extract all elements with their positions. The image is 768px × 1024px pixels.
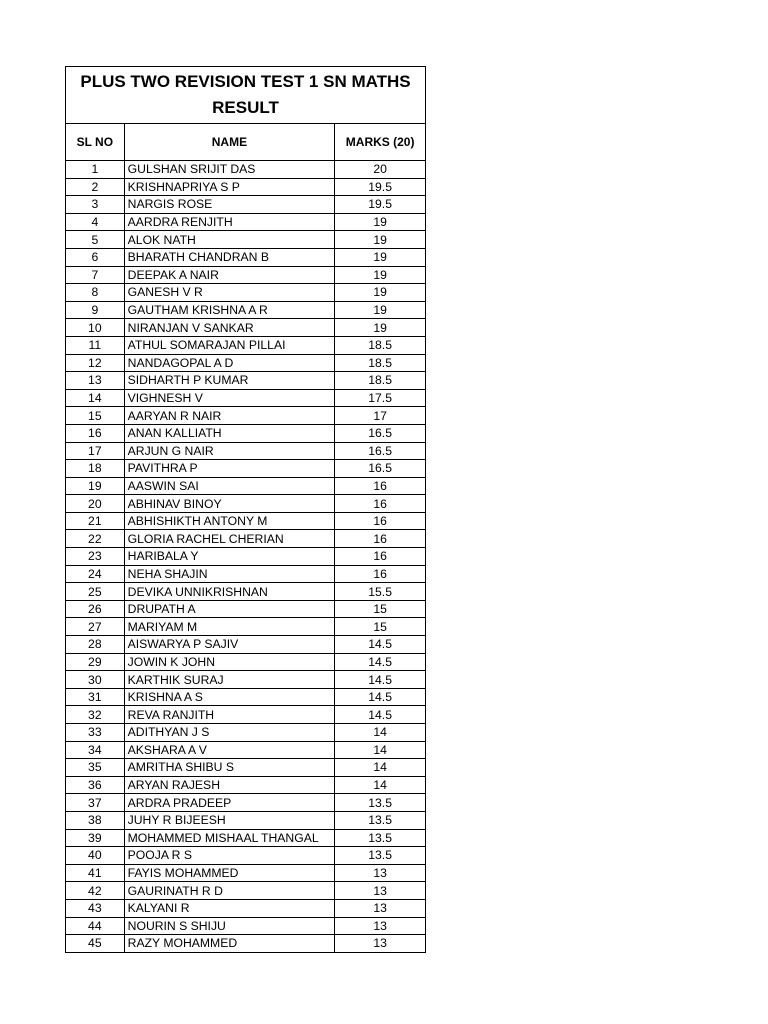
row-sl-no: 27 (66, 618, 124, 636)
row-sl-no: 15 (66, 407, 124, 425)
row-sl-no: 44 (66, 917, 124, 935)
table-row (66, 759, 425, 777)
row-marks: 13 (335, 899, 425, 917)
row-sl-no: 43 (66, 899, 124, 917)
table-row (66, 389, 425, 407)
row-sl-no: 37 (66, 794, 124, 812)
row-marks: 16 (335, 477, 425, 495)
row-name: ABHISHIKTH ANTONY M (124, 512, 335, 530)
row-sl-no: 31 (66, 688, 124, 706)
row-sl-no: 3 (66, 196, 124, 214)
row-marks: 15 (335, 618, 425, 636)
row-sl-no: 26 (66, 600, 124, 618)
row-name: ANAN KALLIATH (124, 424, 335, 442)
row-marks: 13.5 (335, 829, 425, 847)
header-row (66, 124, 425, 161)
row-name: DEVIKA UNNIKRISHNAN (124, 583, 335, 601)
row-sl-no: 21 (66, 512, 124, 530)
table-row (66, 882, 425, 900)
table-row (66, 565, 425, 583)
row-marks: 14 (335, 724, 425, 742)
row-marks: 13 (335, 882, 425, 900)
table-row (66, 248, 425, 266)
header-name: NAME (124, 124, 335, 161)
table-row (66, 407, 425, 425)
row-name: KALYANI R (124, 899, 335, 917)
row-name: GAUTHAM KRISHNA A R (124, 301, 335, 319)
row-sl-no: 28 (66, 636, 124, 654)
row-sl-no: 11 (66, 336, 124, 354)
row-marks: 13.5 (335, 847, 425, 865)
row-name: KRISHNAPRIYA S P (124, 178, 335, 196)
table-row (66, 495, 425, 513)
row-name: POOJA R S (124, 847, 335, 865)
row-marks: 16.5 (335, 460, 425, 478)
row-sl-no: 40 (66, 847, 124, 865)
table-row (66, 530, 425, 548)
row-name: KRISHNA A S (124, 688, 335, 706)
row-name: ABHINAV BINOY (124, 495, 335, 513)
row-sl-no: 45 (88, 936, 102, 951)
row-marks: 14.5 (335, 636, 425, 654)
row-name: NANDAGOPAL A D (124, 354, 335, 372)
row-name: ARJUN G NAIR (124, 442, 335, 460)
table-row (66, 600, 425, 618)
row-marks: 16.5 (335, 424, 425, 442)
row-name: MOHAMMED MISHAAL THANGAL (124, 829, 335, 847)
row-sl-no: 39 (66, 829, 124, 847)
table-row (66, 829, 425, 847)
table-row (66, 213, 425, 231)
table-row (66, 354, 425, 372)
row-marks: 16.5 (335, 442, 425, 460)
row-sl-no: 41 (66, 864, 124, 882)
row-name: KARTHIK SURAJ (124, 671, 335, 689)
row-marks: 13.5 (335, 794, 425, 812)
row-marks: 19 (335, 301, 425, 319)
row-name: AMRITHA SHIBU S (124, 759, 335, 777)
results-table (66, 124, 425, 952)
table-row (66, 266, 425, 284)
row-marks: 13 (335, 935, 425, 952)
row-name: ARYAN RAJESH (124, 776, 335, 794)
row-sl-no: 36 (66, 776, 124, 794)
row-marks: 13.5 (335, 811, 425, 829)
row-sl-no: 17 (66, 442, 124, 460)
row-marks: 14 (335, 759, 425, 777)
table-row (66, 811, 425, 829)
row-name: NIRANJAN V SANKAR (124, 319, 335, 337)
row-sl-no: 35 (66, 759, 124, 777)
row-marks: 16 (335, 548, 425, 566)
row-marks: 16 (335, 530, 425, 548)
row-sl-no: 12 (66, 354, 124, 372)
table-row (66, 301, 425, 319)
row-name: ALOK NATH (124, 231, 335, 249)
row-sl-no: 29 (66, 653, 124, 671)
row-name: GAURINATH R D (124, 882, 335, 900)
table-row (66, 671, 425, 689)
row-name: SIDHARTH P KUMAR (124, 372, 335, 390)
row-name: GANESH V R (124, 284, 335, 302)
row-sl-no: 14 (66, 389, 124, 407)
table-row (66, 583, 425, 601)
row-marks: 15 (335, 600, 425, 618)
row-marks: 18.5 (335, 372, 425, 390)
row-name: AASWIN SAI (124, 477, 335, 495)
table-row (66, 706, 425, 724)
table-row (66, 653, 425, 671)
table-row (66, 935, 425, 952)
table-row (66, 899, 425, 917)
row-name: ATHUL SOMARAJAN PILLAI (124, 336, 335, 354)
table-row (66, 196, 425, 214)
row-marks: 19 (335, 231, 425, 249)
row-marks: 13 (335, 864, 425, 882)
row-marks: 18.5 (335, 354, 425, 372)
row-sl-no: 10 (66, 319, 124, 337)
row-name: GLORIA RACHEL CHERIAN (124, 530, 335, 548)
row-marks: 20 (335, 161, 425, 179)
row-name: MARIYAM M (124, 618, 335, 636)
row-marks: 16 (335, 565, 425, 583)
table-row (66, 741, 425, 759)
table-row (66, 231, 425, 249)
row-marks: 13 (335, 917, 425, 935)
row-name: JUHY R BIJEESH (124, 811, 335, 829)
table-row (66, 477, 425, 495)
row-marks: 16 (335, 495, 425, 513)
table-row (66, 636, 425, 654)
row-name: DEEPAK A NAIR (124, 266, 335, 284)
table-row (66, 794, 425, 812)
row-sl-no: 24 (66, 565, 124, 583)
row-marks: 14 (335, 741, 425, 759)
row-sl-no: 6 (66, 248, 124, 266)
row-sl-no: 7 (66, 266, 124, 284)
row-marks: 19 (335, 284, 425, 302)
table-row (66, 864, 425, 882)
row-marks: 19.5 (335, 196, 425, 214)
row-name: NARGIS ROSE (124, 196, 335, 214)
row-sl-no: 34 (66, 741, 124, 759)
row-name: HARIBALA Y (124, 548, 335, 566)
header-sl-no: SL NO (66, 124, 124, 161)
row-name: ADITHYAN J S (124, 724, 335, 742)
row-name: NEHA SHAJIN (124, 565, 335, 583)
table-row (66, 424, 425, 442)
table-row (66, 917, 425, 935)
row-marks: 14.5 (335, 653, 425, 671)
row-name: BHARATH CHANDRAN B (124, 248, 335, 266)
row-sl-no: 23 (66, 548, 124, 566)
row-name: ARDRA PRADEEP (124, 794, 335, 812)
row-marks: 19.5 (335, 178, 425, 196)
row-marks: 17.5 (335, 389, 425, 407)
table-row (66, 548, 425, 566)
row-name: DRUPATH A (124, 600, 335, 618)
row-sl-no: 32 (66, 706, 124, 724)
row-sl-no: 25 (66, 583, 124, 601)
row-marks: 15.5 (335, 583, 425, 601)
result-sheet (65, 66, 426, 953)
row-marks: 18.5 (335, 336, 425, 354)
table-row (66, 178, 425, 196)
row-name: NOURIN S SHIJU (124, 917, 335, 935)
row-sl-no: 13 (66, 372, 124, 390)
row-sl-no: 16 (66, 424, 124, 442)
row-sl-no: 1 (66, 161, 124, 179)
table-row (66, 442, 425, 460)
row-name: REVA RANJITH (124, 706, 335, 724)
row-marks: 16 (335, 512, 425, 530)
row-sl-no: 18 (66, 460, 124, 478)
table-row (66, 460, 425, 478)
row-sl-no: 42 (66, 882, 124, 900)
row-marks: 14 (335, 776, 425, 794)
row-marks: 19 (335, 248, 425, 266)
table-row (66, 688, 425, 706)
row-sl-no: 5 (66, 231, 124, 249)
row-sl-no: 33 (66, 724, 124, 742)
table-row (66, 336, 425, 354)
table-row (66, 319, 425, 337)
table-row (66, 776, 425, 794)
row-sl-no: 8 (66, 284, 124, 302)
results-body (66, 161, 425, 952)
table-row (66, 161, 425, 179)
row-marks: 19 (335, 319, 425, 337)
table-row (66, 284, 425, 302)
sheet-title: PLUS TWO REVISION TEST 1 SN MATHS RESULT (66, 67, 425, 124)
table-row (66, 372, 425, 390)
row-name: AKSHARA A V (124, 741, 335, 759)
table-row (66, 847, 425, 865)
row-sl-no: 19 (66, 477, 124, 495)
row-sl-no: 9 (66, 301, 124, 319)
row-name: AISWARYA P SAJIV (124, 636, 335, 654)
row-sl-no: 4 (66, 213, 124, 231)
row-marks: 14.5 (335, 706, 425, 724)
row-marks: 14.5 (335, 671, 425, 689)
row-name: GULSHAN SRIJIT DAS (124, 161, 335, 179)
row-sl-no: 20 (66, 495, 124, 513)
row-sl-no: 38 (66, 811, 124, 829)
row-name: FAYIS MOHAMMED (124, 864, 335, 882)
header-marks: MARKS (20) (335, 124, 425, 161)
row-sl-no: 30 (66, 671, 124, 689)
row-name: JOWIN K JOHN (124, 653, 335, 671)
table-row (66, 724, 425, 742)
row-marks: 17 (335, 407, 425, 425)
row-marks: 19 (335, 266, 425, 284)
row-name: VIGHNESH V (124, 389, 335, 407)
row-name: AARDRA RENJITH (124, 213, 335, 231)
table-row (66, 512, 425, 530)
row-name: RAZY MOHAMMED (124, 935, 335, 952)
row-name: PAVITHRA P (124, 460, 335, 478)
row-sl-no: 2 (66, 178, 124, 196)
row-sl-no: 22 (66, 530, 124, 548)
row-marks: 19 (335, 213, 425, 231)
row-marks: 14.5 (335, 688, 425, 706)
row-name: AARYAN R NAIR (124, 407, 335, 425)
table-row (66, 618, 425, 636)
